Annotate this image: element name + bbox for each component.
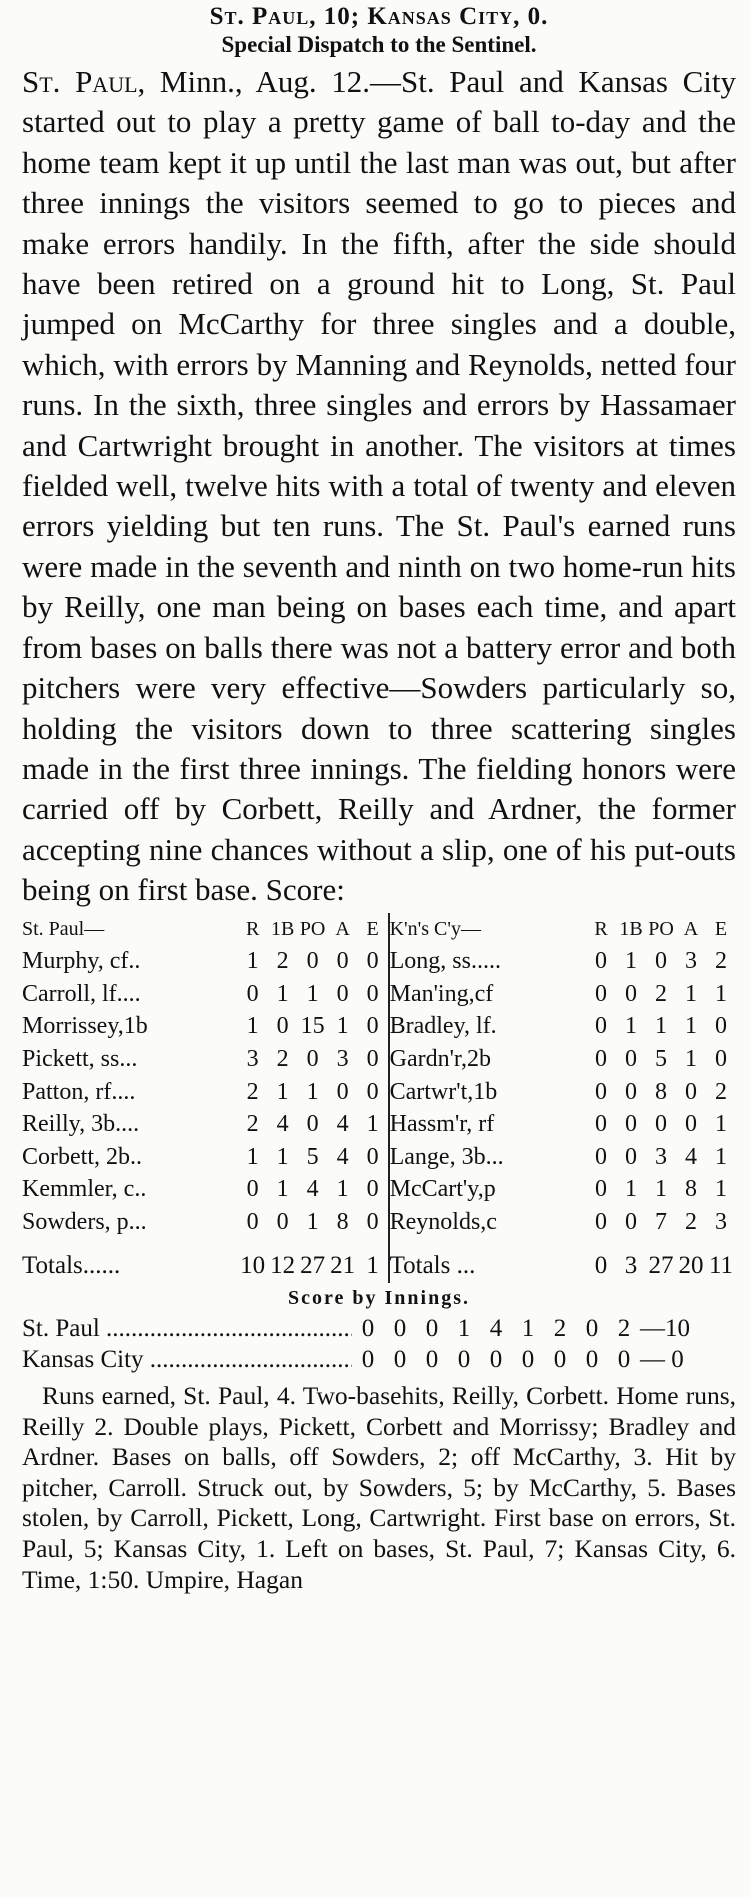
home-player-stat: 2 — [246, 1111, 259, 1138]
away-player-stat: 7 — [655, 1208, 667, 1235]
home-player-stat: 0 — [336, 948, 349, 975]
home-player-stat: 4 — [336, 1143, 349, 1170]
home-player-name: Carroll, lf.... — [22, 980, 141, 1007]
away-player-stat: 0 — [715, 1045, 727, 1072]
away-player-stat: 0 — [595, 1208, 607, 1235]
innings-runs — [352, 1344, 704, 1375]
home-player-stat: 0 — [366, 1045, 379, 1072]
inning-run: 0 — [521, 1346, 535, 1374]
away-team-header: K'n's C'y— — [389, 913, 586, 946]
away-player-name: Gardn'r,2b — [389, 1043, 586, 1076]
away-player-stat: 2 — [655, 980, 667, 1007]
away-player-stat: 1 — [655, 1176, 667, 1203]
home-player-stat: 1 — [276, 1176, 289, 1203]
table-row — [22, 1206, 736, 1239]
story-paragraph — [22, 62, 736, 911]
away-player-stat: 0 — [595, 980, 607, 1007]
home-player-stat: 4 — [306, 1176, 319, 1203]
away-player-stat: 1 — [625, 948, 637, 975]
stat-header: R — [245, 917, 260, 940]
away-player-stat: 0 — [685, 1111, 697, 1138]
away-player-stat: 0 — [595, 1013, 607, 1040]
home-player-stat: 0 — [246, 1208, 259, 1235]
stat-header: PO — [299, 917, 326, 940]
home-player-stat: 1 — [276, 1143, 289, 1170]
innings-team-name: St. Paul ..... — [22, 1313, 352, 1344]
table-row — [22, 1043, 736, 1076]
away-player-stat: 0 — [595, 1143, 607, 1170]
away-player-name: Man'ing,cf — [389, 978, 586, 1011]
away-player-stat: 5 — [655, 1045, 667, 1072]
home-player-stat: 0 — [336, 980, 349, 1007]
inning-run: 0 — [585, 1346, 599, 1374]
inning-run: 0 — [617, 1346, 631, 1374]
home-player-stat: 1 — [276, 980, 289, 1007]
away-player-name: Reynolds,c — [389, 1206, 586, 1239]
home-player-stat: 0 — [366, 1143, 379, 1170]
away-player-name: Cartwr't,1b — [389, 1076, 586, 1109]
home-player-stat: 2 — [246, 1078, 259, 1105]
away-player-stat: 0 — [595, 948, 607, 975]
away-player-stat: 1 — [685, 1013, 697, 1040]
stat-header: PO — [648, 917, 674, 940]
stat-header: E — [366, 917, 379, 940]
table-row — [22, 1076, 736, 1109]
story-lead-in: St. Paul — [22, 64, 138, 99]
away-player-stat: 0 — [595, 1176, 607, 1203]
away-player-stat: 0 — [595, 1111, 607, 1138]
home-player-name: Reilly, 3b.... — [22, 1111, 140, 1138]
home-player-stat: 1 — [336, 1176, 349, 1203]
away-player-stat: 0 — [625, 1208, 637, 1235]
home-player-stat: 0 — [366, 980, 379, 1007]
inning-run: 0 — [553, 1346, 567, 1374]
home-player-stat: 2 — [276, 948, 289, 975]
innings-title: Score by Innings. — [287, 1287, 470, 1310]
away-player-stat: 1 — [715, 1176, 727, 1203]
game-summary — [22, 1381, 736, 1595]
home-player-stat: 0 — [276, 1013, 289, 1040]
home-player-stat: 5 — [306, 1143, 319, 1170]
home-player-stat: 0 — [246, 1176, 259, 1203]
inning-run: 2 — [617, 1315, 631, 1343]
stat-header: R — [594, 917, 608, 940]
inning-run: 0 — [489, 1346, 503, 1374]
home-player-stat: 0 — [366, 948, 379, 975]
home-player-stat: 1 — [306, 1208, 319, 1235]
home-total-stat: 10 — [240, 1252, 266, 1280]
home-player-stat: 1 — [336, 1013, 349, 1040]
innings-row — [22, 1313, 736, 1344]
away-player-stat: 1 — [715, 980, 727, 1007]
stat-header: 1B — [619, 917, 643, 940]
away-player-stat: 1 — [685, 980, 697, 1007]
home-player-stat: 0 — [366, 1208, 379, 1235]
away-player-stat: 0 — [595, 1078, 607, 1105]
away-totals-label: Totals ... — [389, 1238, 586, 1283]
inning-run: 2 — [553, 1315, 567, 1343]
home-player-stat: 1 — [246, 948, 259, 975]
home-totals-label: Totals...... — [22, 1252, 121, 1280]
away-total-stat: 0 — [594, 1252, 608, 1280]
away-player-stat: 1 — [655, 1013, 667, 1040]
away-total-stat: 11 — [708, 1252, 734, 1280]
stat-header: A — [683, 917, 699, 940]
totals-row — [22, 1238, 736, 1283]
away-player-stat: 8 — [655, 1078, 667, 1105]
home-player-stat: 3 — [336, 1045, 349, 1072]
away-player-stat: 0 — [625, 1045, 637, 1072]
innings-runs — [352, 1313, 704, 1344]
home-player-stat: 1 — [246, 1013, 259, 1040]
home-player-stat: 4 — [336, 1111, 349, 1138]
away-player-stat: 1 — [715, 1111, 727, 1138]
innings-total: — 0 — [640, 1346, 684, 1374]
innings-total: —10 — [640, 1315, 690, 1343]
home-total-stat: 1 — [366, 1252, 379, 1280]
home-player-name: Pickett, ss... — [22, 1045, 138, 1072]
away-player-stat: 3 — [655, 1143, 667, 1170]
away-player-stat: 1 — [625, 1176, 637, 1203]
home-player-name: Sowders, p... — [22, 1208, 147, 1235]
away-player-stat: 0 — [715, 1013, 727, 1040]
away-player-stat: 0 — [655, 1111, 667, 1138]
home-player-stat: 0 — [306, 1111, 319, 1138]
away-player-stat: 0 — [685, 1078, 697, 1105]
away-player-name: Hassm'r, rf — [389, 1108, 586, 1141]
home-player-stat: 0 — [276, 1208, 289, 1235]
home-player-stat: 0 — [336, 1078, 349, 1105]
away-player-stat: 2 — [715, 1078, 727, 1105]
away-player-stat: 0 — [655, 948, 667, 975]
table-row — [22, 1173, 736, 1206]
table-row — [22, 1141, 736, 1174]
home-player-stat: 0 — [246, 980, 259, 1007]
home-total-stat: 12 — [270, 1252, 296, 1280]
innings-row — [22, 1344, 736, 1375]
inning-run: 1 — [457, 1315, 471, 1343]
home-player-stat: 1 — [366, 1111, 379, 1138]
away-player-stat: 0 — [625, 980, 637, 1007]
home-total-stat: 27 — [300, 1252, 326, 1280]
table-row — [22, 1010, 736, 1043]
inning-run: 0 — [393, 1346, 407, 1374]
home-player-stat: 4 — [276, 1111, 289, 1138]
home-total-stat: 21 — [330, 1252, 356, 1280]
home-player-name: Morrissey,1b — [22, 1013, 148, 1040]
table-row — [22, 978, 736, 1011]
away-player-stat: 2 — [685, 1208, 697, 1235]
away-player-stat: 1 — [715, 1143, 727, 1170]
inning-run: 1 — [521, 1315, 535, 1343]
away-total-stat: 27 — [648, 1252, 674, 1280]
away-player-stat: 0 — [625, 1143, 637, 1170]
home-player-stat: 1 — [246, 1143, 259, 1170]
home-player-stat: 8 — [336, 1208, 349, 1235]
away-player-stat: 3 — [715, 1208, 727, 1235]
inning-run: 0 — [457, 1346, 471, 1374]
away-player-stat: 2 — [715, 948, 727, 975]
away-player-stat: 3 — [685, 948, 697, 975]
summary-text: Runs earned, St. Paul, 4. Two-basehits, Reilly, Corbett. Home runs, Reilly 2. Double plays, Pickett, Corbett and Morrissy; Bradley and Ardner. Bases on balls, off Sowders, 2; off McCarthy, 3. Hit by pitcher, Carroll. Struck out, by Sowders, 5; by McCarthy, 5. Bases stolen, by Carroll, Pickett, Long, Cartwright. First base on errors, St. Paul, 5; Kansas City, 1. Left on bases, St. Paul, 7; Kansas City, 6. Time, 1:50. Umpire, Hagan — [22, 1381, 736, 1594]
home-player-stat: 1 — [306, 1078, 319, 1105]
stat-header: 1B — [270, 917, 295, 940]
home-player-name: Kemmler, c.. — [22, 1176, 147, 1203]
home-player-name: Murphy, cf.. — [22, 948, 141, 975]
home-player-stat: 3 — [246, 1045, 259, 1072]
home-player-name: Patton, rf.... — [22, 1078, 136, 1105]
newspaper-clipping — [0, 2, 750, 1897]
home-team-header: St. Paul— — [22, 917, 105, 940]
inning-run: 0 — [425, 1346, 439, 1374]
away-player-stat: 0 — [625, 1078, 637, 1105]
innings-table — [22, 1313, 736, 1375]
inning-run: 4 — [489, 1315, 503, 1343]
inning-run: 0 — [393, 1315, 407, 1343]
home-player-stat: 1 — [276, 1078, 289, 1105]
away-player-stat: 0 — [625, 1111, 637, 1138]
home-player-stat: 15 — [300, 1013, 325, 1040]
home-player-stat: 0 — [366, 1013, 379, 1040]
away-total-stat: 3 — [624, 1252, 638, 1280]
box-score-table — [22, 913, 736, 1284]
home-player-stat: 0 — [366, 1176, 379, 1203]
inning-run: 0 — [585, 1315, 599, 1343]
home-player-stat: 0 — [366, 1078, 379, 1105]
inning-run: 0 — [425, 1315, 439, 1343]
inning-run: 0 — [361, 1315, 375, 1343]
headline: St. Paul, 10; Kansas City, 0. — [209, 3, 549, 30]
away-player-stat: 4 — [685, 1143, 697, 1170]
away-player-name: Bradley, lf. — [389, 1010, 586, 1043]
dispatch-line: Special Dispatch to the Sentinel. — [221, 32, 537, 57]
home-player-stat: 2 — [276, 1045, 289, 1072]
home-player-name: Corbett, 2b.. — [22, 1143, 142, 1170]
away-player-stat: 8 — [685, 1176, 697, 1203]
away-player-stat: 1 — [685, 1045, 697, 1072]
away-player-stat: 0 — [595, 1045, 607, 1072]
stat-header: A — [335, 917, 350, 940]
innings-team-name: Kansas City ..... — [22, 1344, 352, 1375]
away-player-stat: 1 — [625, 1013, 637, 1040]
home-player-stat: 0 — [306, 1045, 319, 1072]
away-player-name: Lange, 3b... — [389, 1141, 586, 1174]
away-total-stat: 20 — [678, 1252, 704, 1280]
box-score-header-row — [22, 913, 736, 946]
table-row — [22, 1108, 736, 1141]
table-row — [22, 945, 736, 978]
away-player-name: Long, ss..... — [389, 945, 586, 978]
home-player-stat: 0 — [306, 948, 319, 975]
inning-run: 0 — [361, 1346, 375, 1374]
story-text: , Minn., Aug. 12.—St. Paul and Kansas City started out to play a pretty game of ball to-day and the home team kept it up until the last man was out, but after three innings the visitors seemed to go to pieces and make errors handily. In the fifth, after the side should have been retired on a ground hit to Long, St. Paul jumped on McCarthy for three singles and a double, which, with errors by Manning and Reynolds, netted four runs. In the sixth, three singles and errors by Hassamaer and Cartwright brought in another. The visitors at times fielded well, twelve hits with a total of twenty and eleven errors yielding but ten runs. The St. Paul's earned runs were made in the seventh and ninth on two home-run hits by Reilly, one man being on bases each time, and apart from bases on balls there was not a battery error and both pitchers were very effective—Sowders particularly so, holding the visitors down to three scattering singles made in the first three innings. The fielding honors were carried off by Corbett, Reilly and Ardner, the former accepting nine chances without a slip, one of his put-outs being on first base. Score: — [22, 64, 737, 908]
home-player-stat: 1 — [306, 980, 319, 1007]
away-player-name: McCart'y,p — [389, 1173, 586, 1206]
stat-header: E — [714, 917, 728, 940]
